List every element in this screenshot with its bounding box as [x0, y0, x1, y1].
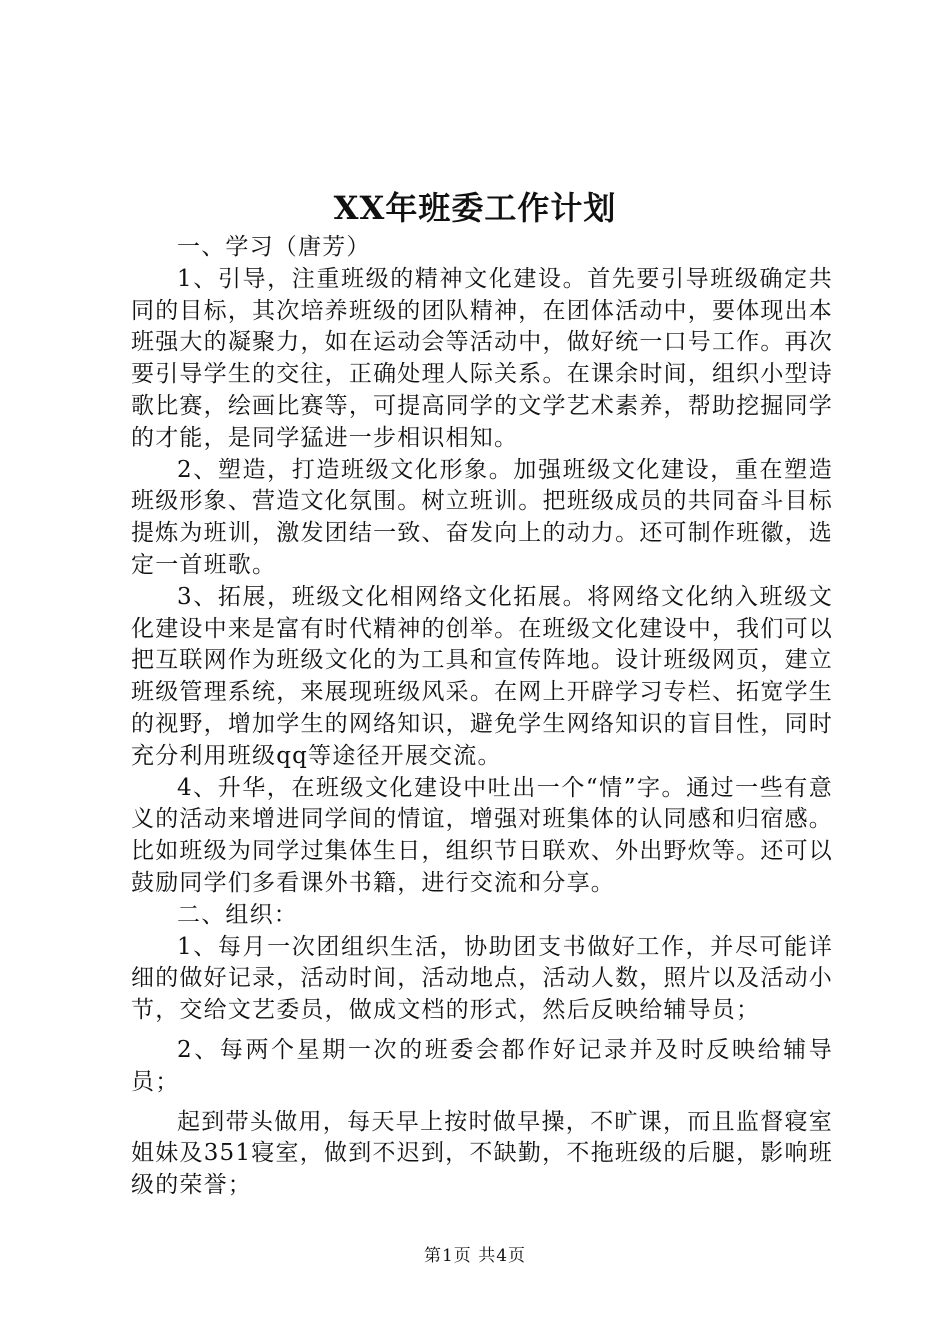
- document-body: [131, 232, 833, 1202]
- paragraph: 3、拓展，班级文化相网络文化拓展。将网络文化纳入班级文化建设中来是富有时代精神的创举。在班级文化建设中，我们可以把互联网作为班级文化的为工具和宣传阵地。设计班级网页，建立班级管理系统，来展现班级风采。在网上开辟学习专栏、拓宽学生的视野，增加学生的网络知识，避免学生网络知识的盲目性，同时充分利用班级qq等途径开展交流。: [131, 583, 833, 769]
- paragraph: 1、引导，注重班级的精神文化建设。首先要引导班级确定共同的目标，其次培养班级的团队精神，在团体活动中，要体现出本班强大的凝聚力，如在运动会等活动中，做好统一口号工作。再次要引导学生的交往，正确处理人际关系。在课余时间，组织小型诗歌比赛，绘画比赛等，可提高同学的文学艺术素养，帮助挖掘同学的才能，是同学猛进一步相识相知。: [131, 265, 833, 451]
- section-heading-organization: 二、组织：: [177, 901, 298, 928]
- document-title: XX年班委工作计划: [333, 189, 617, 227]
- paragraph: 2、每两个星期一次的班委会都作好记录并及时反映给辅导员；: [131, 1036, 833, 1095]
- paragraph: 2、塑造，打造班级文化形象。加强班级文化建设，重在塑造班级形象、营造文化氛围。树立班训。把班级成员的共同奋斗目标提炼为班训，激发团结一致、奋发向上的动力。还可制作班徽，选定一首班歌。: [131, 456, 833, 578]
- paragraph: 起到带头做用，每天早上按时做早操，不旷课，而且监督寝室姐妹及351寝室，做到不迟到，不缺勤，不拖班级的后腿，影响班级的荣誉；: [131, 1108, 833, 1199]
- section-heading-study: 一、学习（唐芳）: [177, 234, 371, 260]
- page-number-footer: 第1页 共4页: [423, 1246, 527, 1266]
- paragraph: 4、升华，在班级文化建设中吐出一个“情”字。通过一些有意义的活动来增进同学间的情谊，增强对班集体的认同感和归宿感。比如班级为同学过集体生日，组织节日联欢、外出野炊等。还可以鼓励同学们多看课外书籍，进行交流和分享。: [131, 774, 833, 896]
- paragraph: 1、每月一次团组织生活，协助团支书做好工作，并尽可能详细的做好记录，活动时间，活动地点，活动人数，照片以及活动小节，交给文艺委员，做成文档的形式，然后反映给辅导员；: [131, 933, 833, 1024]
